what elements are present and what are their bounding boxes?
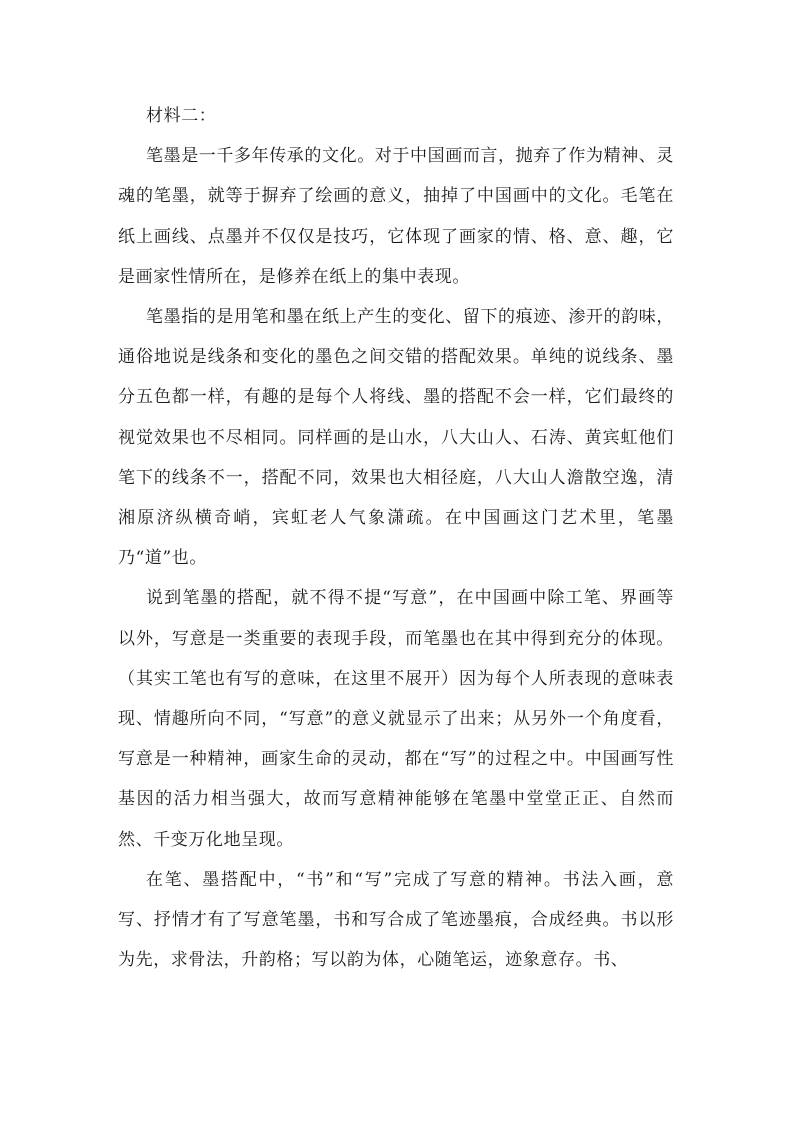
paragraph-1: 笔墨是一千多年传承的文化。对于中国画而言，抛弃了作为精神、灵魂的笔墨，就等于摒弃了绘画的意义，抽掉了中国画中的文化。毛笔在纸上画线、点墨并不仅仅是技巧，它体现了画家的情、格、意、趣，它是画家性情所在，是修养在纸上的集中表现。 [118, 146, 674, 287]
paragraph-2: 笔墨指的是用笔和墨在纸上产生的变化、留下的痕迹、渗开的韵味，通俗地说是线条和变化的墨色之间交错的搭配效果。单纯的说线条、墨分五色都一样，有趣的是每个人将线、墨的搭配不会一样，它们最终的视觉效果也不尽相同。同样画的是山水，八大山人、石涛、黄宾虹他们笔下的线条不一，搭配不同，效果也大相径庭，八大山人澹散空逸，清湘原济纵横奇峭，宾虹老人气象潇疏。在中国画这门艺术里，笔墨乃“道”也。 [118, 307, 674, 569]
paragraph-4: 在笔、墨搭配中，“书”和“写”完成了写意的精神。书法入画，意写、抒情才有了写意笔墨，书和写合成了笔迹墨痕，合成经典。书以形为先，求骨法，升韵格；写以韵为体，心随笔运，迹象意存。书、 [118, 869, 674, 971]
document-body [118, 96, 674, 980]
paragraph-3: 说到笔墨的搭配，就不得不提“写意”，在中国画中除工笔、界画等以外，写意是一类重要的表现手段，而笔墨也在其中得到充分的体现。（其实工笔也有写的意味，在这里不展开）因为每个人所表现的意味表现、情趣所向不同，“写意”的意义就显示了出来；从另外一个角度看，写意是一种精神，画家生命的灵动，都在“写”的过程之中。中国画写性基因的活力相当强大，故而写意精神能够在笔墨中堂堂正正、自然而然、千变万化地呈现。 [118, 588, 674, 850]
section-heading: 材料二： [146, 106, 217, 126]
